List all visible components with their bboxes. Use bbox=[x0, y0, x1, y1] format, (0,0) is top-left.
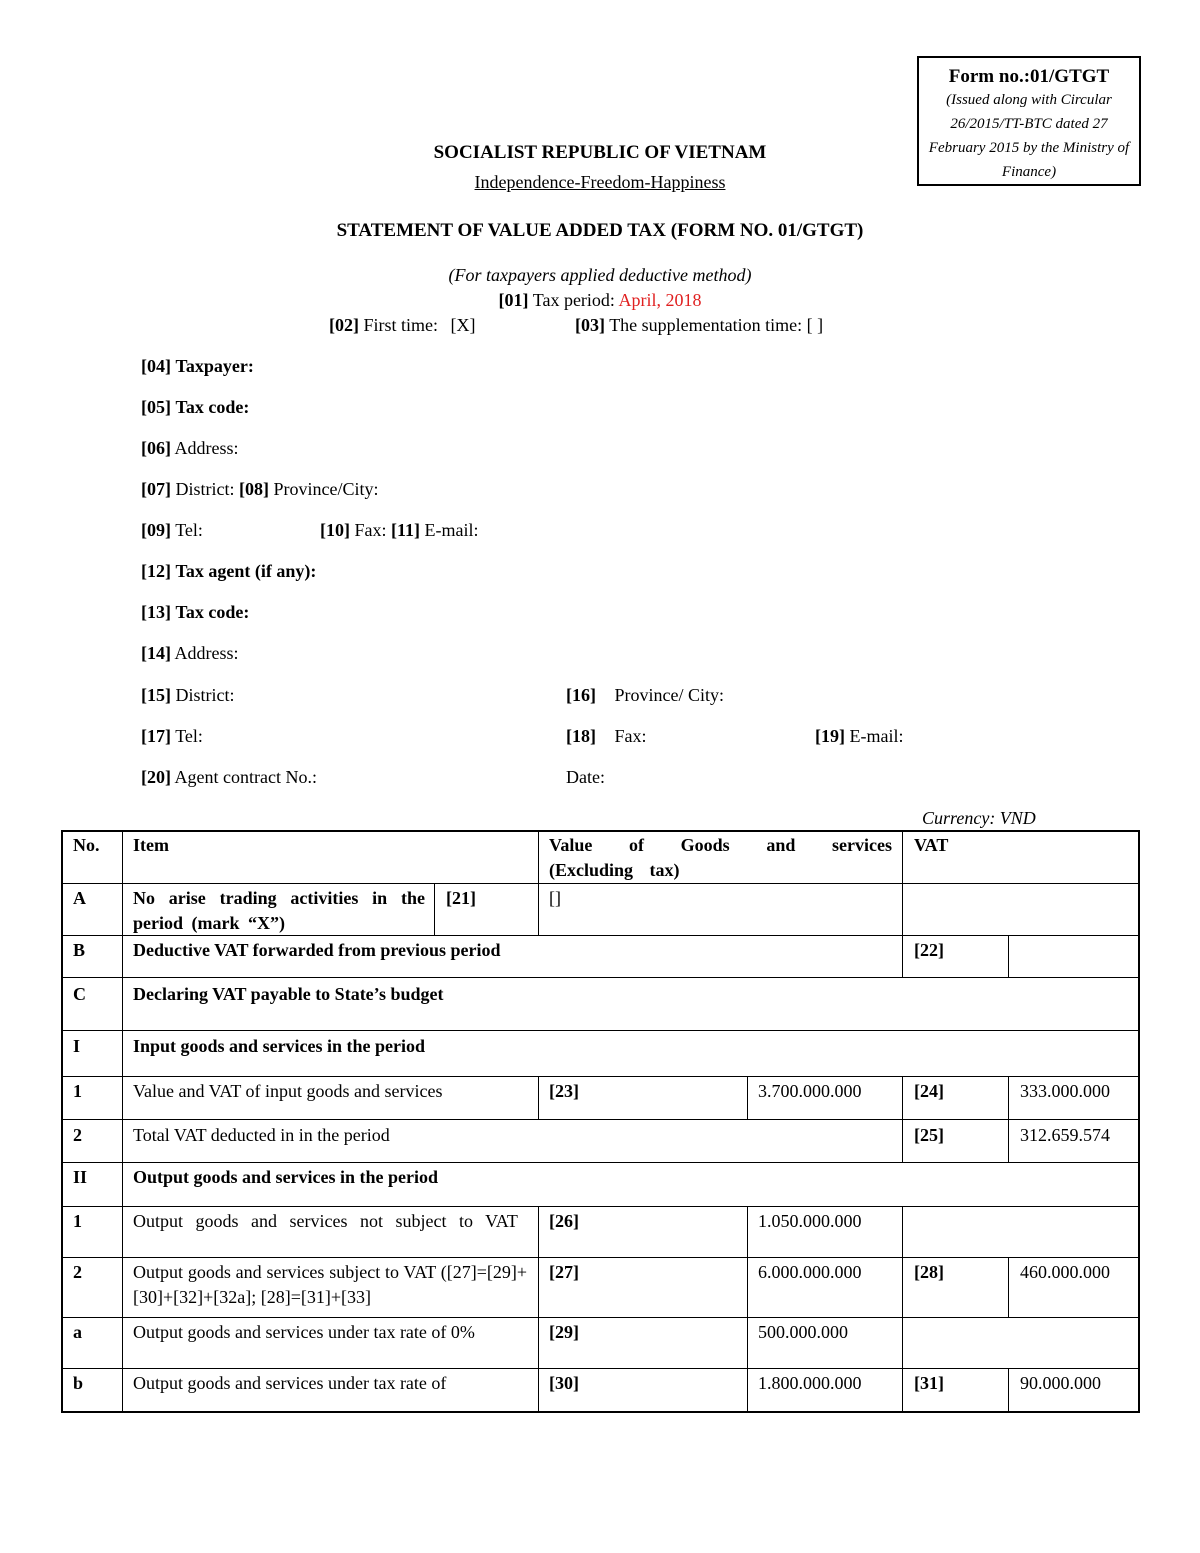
field-code-05: [05] bbox=[141, 397, 171, 417]
table-rule bbox=[122, 830, 123, 1413]
field-code-20: [20] bbox=[141, 767, 171, 787]
table-rule bbox=[902, 830, 903, 978]
agent-district-label: District: bbox=[175, 685, 235, 705]
field-code-15: [15] bbox=[141, 685, 171, 705]
first-time-value: [X] bbox=[450, 315, 476, 335]
motto: Independence-Freedom-Happiness bbox=[474, 172, 726, 192]
field-code-10: [10] bbox=[320, 520, 350, 540]
row-2-no: 2 bbox=[73, 1125, 82, 1145]
row-4-vat: 460.000.000 bbox=[1020, 1262, 1110, 1282]
table-rule bbox=[538, 1076, 539, 1120]
tel-label: Tel: bbox=[175, 520, 203, 540]
table-rule bbox=[61, 1411, 1140, 1413]
fax-email-field bbox=[320, 520, 479, 541]
table-rule bbox=[747, 1206, 748, 1412]
address-label: Address: bbox=[174, 438, 239, 458]
field-code-09: [09] bbox=[141, 520, 171, 540]
row-1-vat-code: [24] bbox=[914, 1081, 944, 1101]
district-province-field bbox=[141, 479, 379, 500]
col-header-item: Item bbox=[133, 835, 169, 855]
agent-district-field bbox=[141, 685, 235, 706]
field-code-06: [06] bbox=[141, 438, 171, 458]
country-name: SOCIALIST REPUBLIC OF VIETNAM bbox=[433, 142, 767, 163]
agent-email-field bbox=[815, 726, 903, 747]
agent-tel-field bbox=[141, 726, 203, 747]
row-5-code: [29] bbox=[549, 1322, 579, 1342]
row-i-no: I bbox=[73, 1036, 81, 1056]
agent-fax-label: Fax: bbox=[614, 726, 647, 746]
col-header-no: No. bbox=[73, 835, 100, 855]
row-2-item: Total VAT deducted in in the period bbox=[133, 1125, 390, 1145]
row-6-code: [30] bbox=[549, 1373, 579, 1393]
form-number-title: Form no.:01/GTGT bbox=[948, 66, 1110, 87]
row-6-vat-code: [31] bbox=[914, 1373, 944, 1393]
tax-code-label: Tax code: bbox=[175, 397, 250, 417]
row-a-no: A bbox=[73, 888, 86, 908]
row-2-vat: 312.659.574 bbox=[1020, 1125, 1110, 1145]
supplementation-field bbox=[575, 315, 823, 336]
table-rule bbox=[902, 1076, 903, 1163]
first-time-label: First time: bbox=[363, 315, 439, 335]
supplementation-label: The supplementation time: [ ] bbox=[609, 315, 824, 335]
table-rule bbox=[902, 1206, 903, 1412]
table-rule bbox=[61, 883, 1140, 884]
row-4-vat-code: [28] bbox=[914, 1262, 944, 1282]
table-rule bbox=[61, 830, 1140, 832]
agent-address-field bbox=[141, 643, 239, 664]
table-rule bbox=[61, 1317, 1140, 1318]
table-rule bbox=[538, 830, 539, 936]
row-5-item: Output goods and services under tax rate of 0% bbox=[133, 1322, 475, 1342]
table-rule bbox=[1008, 1076, 1009, 1163]
table-rule bbox=[61, 1119, 1140, 1120]
tel-field bbox=[141, 520, 203, 541]
agent-province-field bbox=[566, 685, 724, 706]
table-rule bbox=[61, 1162, 1140, 1163]
form-number-box bbox=[917, 56, 1141, 186]
taxpayer-label: Taxpayer: bbox=[175, 356, 254, 376]
row-3-value: 1.050.000.000 bbox=[758, 1211, 862, 1231]
row-1-vat: 333.000.000 bbox=[1020, 1081, 1110, 1101]
row-4-item: Output goods and services subject to VAT ([27]=[29]+[30]+[32]+[32a]; [28]=[31]+[33] bbox=[133, 1262, 527, 1307]
table-rule bbox=[61, 1030, 1140, 1031]
field-code-14: [14] bbox=[141, 643, 171, 663]
row-6-no: b bbox=[73, 1373, 84, 1393]
row-c-item: Declaring VAT payable to State’s budget bbox=[133, 984, 444, 1004]
field-code-16: [16] bbox=[566, 685, 596, 705]
row-3-code: [26] bbox=[549, 1211, 579, 1231]
field-code-07: [07] bbox=[141, 479, 171, 499]
page-title: STATEMENT OF VALUE ADDED TAX (FORM NO. 01/GTGT) bbox=[336, 220, 864, 241]
agent-email-label: E-mail: bbox=[849, 726, 904, 746]
row-1-code: [23] bbox=[549, 1081, 579, 1101]
province-label: Province/City: bbox=[273, 479, 379, 499]
row-6-value: 1.800.000.000 bbox=[758, 1373, 862, 1393]
field-code-13: [13] bbox=[141, 602, 171, 622]
table-rule bbox=[61, 977, 1140, 978]
tax-agent-label: Tax agent (if any): bbox=[175, 561, 317, 581]
row-a-item: No arise trading activities in the period (mark “X”) bbox=[133, 888, 425, 933]
field-code-18: [18] bbox=[566, 726, 596, 746]
field-code-03: [03] bbox=[575, 315, 605, 335]
row-5-value: 500.000.000 bbox=[758, 1322, 848, 1342]
table-rule bbox=[61, 830, 63, 1413]
field-code-11: [11] bbox=[391, 520, 421, 540]
row-2-vat-code: [25] bbox=[914, 1125, 944, 1145]
district-label: District: bbox=[175, 479, 235, 499]
table-rule bbox=[1008, 1257, 1009, 1318]
agent-fax-field bbox=[566, 726, 647, 747]
row-ii-item: Output goods and services in the period bbox=[133, 1167, 439, 1187]
taxpayer-field bbox=[141, 356, 254, 377]
row-4-no: 2 bbox=[73, 1262, 82, 1282]
agent-address-label: Address: bbox=[174, 643, 239, 663]
tax-agent-field bbox=[141, 561, 316, 582]
field-code-17: [17] bbox=[141, 726, 171, 746]
tax-period-line bbox=[0, 290, 1200, 311]
field-code-01: [01] bbox=[498, 290, 529, 310]
field-code-19: [19] bbox=[815, 726, 845, 746]
page-subtitle: (For taxpayers applied deductive method) bbox=[448, 265, 752, 285]
row-4-value: 6.000.000.000 bbox=[758, 1262, 862, 1282]
row-i-item: Input goods and services in the period bbox=[133, 1036, 426, 1056]
agent-contract-label: Agent contract No.: bbox=[174, 767, 317, 787]
table-rule bbox=[61, 1368, 1140, 1369]
agent-province-label: Province/ City: bbox=[614, 685, 724, 705]
form-number-note: (Issued along with Circular 26/2015/TT-BTC dated 27 February 2015 by the Ministry of Finance) bbox=[928, 92, 1130, 180]
field-code-08: [08] bbox=[239, 479, 269, 499]
row-b-no: B bbox=[73, 940, 86, 960]
row-5-no: a bbox=[73, 1322, 82, 1342]
row-3-no: 1 bbox=[73, 1211, 82, 1231]
address-field bbox=[141, 438, 239, 459]
agent-contract-field bbox=[141, 767, 317, 788]
agent-tax-code-field bbox=[141, 602, 249, 623]
row-a-code: [21] bbox=[446, 888, 476, 908]
row-6-item: Output goods and services under tax rate of bbox=[133, 1373, 447, 1393]
table-rule bbox=[1008, 935, 1009, 978]
row-1-no: 1 bbox=[73, 1081, 82, 1101]
field-code-02: [02] bbox=[329, 315, 359, 335]
row-6-vat: 90.000.000 bbox=[1020, 1373, 1101, 1393]
field-code-12: [12] bbox=[141, 561, 171, 581]
row-3-item: Output goods and services not subject to VAT bbox=[133, 1211, 518, 1231]
email-label: E-mail: bbox=[424, 520, 479, 540]
table-rule bbox=[434, 883, 435, 935]
row-ii-no: II bbox=[73, 1167, 88, 1187]
table-rule bbox=[61, 1206, 1140, 1207]
table-rule bbox=[538, 1206, 539, 1412]
agent-tax-code-label: Tax code: bbox=[175, 602, 250, 622]
first-time-field bbox=[329, 315, 476, 336]
table-rule bbox=[1138, 830, 1140, 1413]
row-4-code: [27] bbox=[549, 1262, 579, 1282]
tax-period-label: Tax period: bbox=[532, 290, 615, 310]
row-c-no: C bbox=[73, 984, 86, 1004]
table-rule bbox=[61, 1076, 1140, 1077]
tax-code-field bbox=[141, 397, 249, 418]
currency-label: Currency: VND bbox=[922, 808, 1036, 828]
field-code-04: [04] bbox=[141, 356, 171, 376]
row-a-checkbox[interactable]: [] bbox=[549, 888, 561, 908]
col-header-value: Value of Goods and services (Excluding tax) bbox=[549, 835, 892, 880]
table-rule bbox=[61, 1257, 1140, 1258]
tax-period-value: April, 2018 bbox=[618, 290, 702, 310]
row-1-item: Value and VAT of input goods and services bbox=[133, 1081, 443, 1101]
table-rule bbox=[1008, 1368, 1009, 1412]
row-b-vat-code: [22] bbox=[914, 940, 944, 960]
row-b-item: Deductive VAT forwarded from previous period bbox=[133, 940, 501, 960]
contract-date-label: Date: bbox=[566, 767, 605, 787]
agent-tel-label: Tel: bbox=[175, 726, 203, 746]
row-1-value: 3.700.000.000 bbox=[758, 1081, 862, 1101]
table-rule bbox=[747, 1076, 748, 1120]
fax-label: Fax: bbox=[354, 520, 387, 540]
col-header-vat: VAT bbox=[914, 835, 949, 855]
